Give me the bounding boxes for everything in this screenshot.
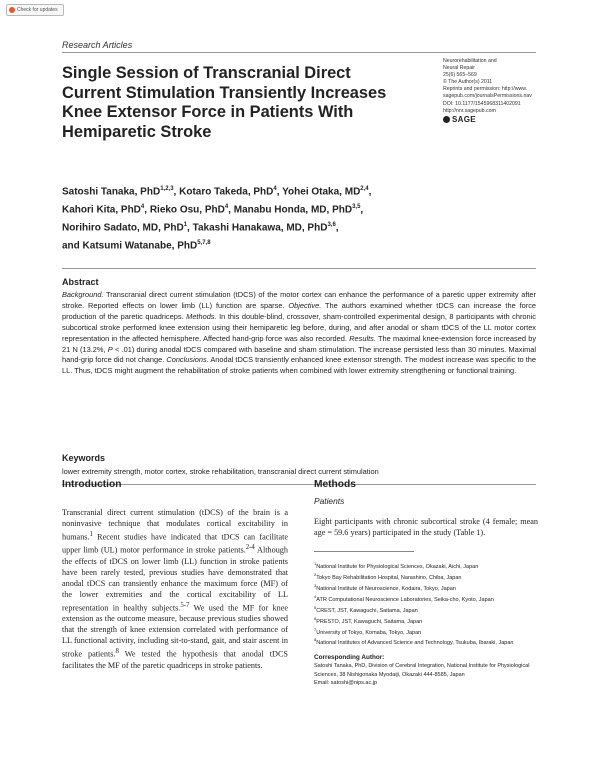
abstract-objective-label: Objective. [288,300,322,310]
keywords-rule [62,484,536,485]
corresponding-author-email[interactable]: Email: satoshi@nips.ac.jp [314,679,378,686]
patients-subheading: Patients [314,496,345,506]
author-name: Rieko Osu, PhD [149,204,225,216]
introduction-body [62,508,288,672]
abstract-body [62,290,536,377]
affil-num: 5 [314,604,317,610]
corresponding-author-text: Satoshi Tanaka, PhD, Division of Cerebral Integration, National Institute for Physiological Sciences, 38 Nishigonaka Myodaiji, Okazaki 444-8585, Japan [314,663,530,678]
author-name: Yohei Otaka, MD [282,186,361,198]
author-name: Manabu Honda, MD, PhD [233,204,353,216]
affil-num: 7 [314,626,317,632]
abstract-results-cont: < .01) during anodal tDCS compared with baseline and sham stimulation. The increase persisted less than 30 minutes. Maximal hand-grip force did not change. [62,344,536,365]
section-label: Research Articles [62,40,133,50]
author-affil: 1 [183,222,188,229]
affil-text: National Institute for Physiological Sciences, Okazaki, Aichi, Japan [316,563,479,570]
keywords-heading: Keywords [62,453,106,463]
affiliation-item [314,636,539,647]
author-affil: 3,6 [327,222,336,229]
affil-num: 4 [314,593,317,599]
spacer [314,647,539,654]
sage-logo-icon [443,116,450,123]
affil-num: 8 [314,637,317,643]
affil-text: University of Tokyo, Komaba, Tokyo, Japan [316,629,422,636]
affiliation-item [314,593,539,604]
affiliation-item [314,604,539,615]
affil-num: 1 [314,561,317,566]
update-icon [9,7,15,13]
author-affil: 4 [140,204,145,211]
affil-text: CREST, JST, Kawaguchi, Saitama, Japan [316,607,418,614]
author-list: Satoshi Tanaka, PhD$^{1,2,3}$, Kotaro Takeda, PhD$^4$, Yohei Otaka, MD$^{2,4}$, Kahori Kita, PhD$^4$, Rieko Osu, PhD$^4$, Manabu Honda, MD, PhD$^{3,5}$, Norihiro Sadato, MD, PhD$^1$, Takashi Hanakawa, MD, PhD$^{3,6}$, and Katsumi Watanabe, PhD$^{5,7,8}$ [62,186,372,252]
abstract-objective: The authors examined whether tDCS can increase the force production of the paretic quadriceps. [62,300,536,321]
journal-line: © The Author(s) 2011 [443,79,493,86]
author-affil: 2,4 [360,186,369,192]
abstract-heading: Abstract [62,277,99,287]
author-name: Satoshi Tanaka, PhD [62,186,161,198]
affiliation-item [314,560,539,571]
intro-text: Recent studies have indicated that tDCS can facilitate upper limb (UL) motor performance in stroke patients. [62,532,288,556]
affiliation-item [314,571,539,582]
journal-line: sagepub.com/journalsPermissions.nav [443,93,532,100]
affiliation-item [314,582,539,593]
article-title: Single Session of Transcranial Direct Current Stimulation Transiently Increases Knee Extensor Force in Patients With Hemiparetic Stroke [62,64,387,141]
intro-text: Although the effects of tDCS on lower limb (LL) function in stroke patients have been rarely tested, previous studies have demonstrated that anodal tDCS can transiently enhance the maximum force (MF) of the lower extremities and the cortical excitability of LL representation in healthy subjects. [62,546,288,613]
abstract-background-label: Background. [62,290,104,299]
affil-text: National Institutes of Advanced Science and Technology, Tsukuba, Ibaraki, Japan [316,640,514,647]
journal-line: Neural Repair [443,65,476,72]
author-affil: 3,5 [352,204,361,211]
intro-text: Transcranial direct current stimulation (tDCS) of the brain is a noninvasive technique that modulates cortical excitability in humans. [62,508,288,542]
journal-line: Neurorehabilitation and [443,58,497,64]
author-affil: 4 [273,186,277,192]
abstract-conclusions: Anodal tDCS transiently enhanced knee extensor strength. The modest increase was specific to the LL. Thus, tDCS might augment the rehabilitation of stroke patients when combined with lower extremity strengthening or functional training. [62,355,536,376]
abstract-methods: In this double-blind, crossover, sham-controlled experimental design, 8 participants with chronic subcortical stroke performed knee extension using their hemiparetic leg before, during, and after anodal or sham tDCS of the LL motor cortex representation in the affected hemisphere. Affected hand-grip force was also recorded. [62,311,536,343]
affil-text: Tokyo Bay Rehabilitation Hospital, Narashino, Chiba, Japan [316,574,462,581]
doi-link[interactable]: DOI: 10.1177/1545968311402091 [443,100,521,107]
affil-num: 6 [314,615,317,621]
abstract-results-label: Results. [349,333,376,343]
author-name: Takashi Hanakawa, MD, PhD [192,222,328,234]
journal-line: 25(6) 565–569 [443,72,477,79]
methods-body: Eight participants with chronic subcortical stroke (4 female; mean age = 59.6 years) participated in the study (Table 1). [314,517,538,537]
citation[interactable]: 8 [115,648,119,656]
introduction-heading: Introduction [62,479,122,490]
citation[interactable]: 1 [89,530,93,538]
affil-num: 2 [314,571,317,577]
author-affil: 1,2,3 [160,186,174,192]
author-name: Kahori Kita, PhD [62,204,141,216]
header-rule [62,52,536,53]
corresponding-author-heading: Corresponding Author: [314,654,385,662]
abstract-rule [62,268,536,269]
publisher-name: SAGE [452,114,476,124]
journal-line: Reprints and permission: http://www. [443,86,528,93]
author-affil: 4 [224,204,229,211]
abstract-background: Transcranial direct current stimulation (tDCS) of the motor cortex can enhance the performance of a paretic upper extremity after stroke. Reported effects on lower limb (LL) function are sparse. [62,290,536,310]
author-name: and Katsumi Watanabe, PhD [62,240,198,252]
abstract-p-symbol: P [107,344,113,354]
citation[interactable]: 5-7 [180,601,190,609]
check-for-updates-badge[interactable] [6,4,64,16]
intro-text: We tested the hypothesis that anodal tDCS facilitates the MF of the paretic quadriceps in stroke patients. [62,649,288,670]
citation[interactable]: 2-4 [245,544,255,552]
methods-heading: Methods [314,479,356,490]
publisher-logo [443,116,553,123]
badge-label: Check for updates [17,7,58,13]
affil-text: National Institute of Neuroscience, Kodaira, Tokyo, Japan [316,585,456,592]
journal-meta [443,58,553,123]
abstract-conclusions-label: Conclusions. [166,355,209,365]
abstract-methods-label: Methods. [186,311,217,321]
author-name: Norihiro Sadato, MD, PhD [62,222,184,234]
abstract-results: The maximal knee-extension force increased by 21 N (13.2%, [62,333,537,354]
affil-text: PRESTO, JST, Kawaguchi, Saitama, Japan [316,618,423,625]
affil-num: 3 [314,582,317,588]
affiliation-item [314,615,539,626]
intro-text: We used the MF for knee extension as the outcome measure, because previous studies showed that the strength of knee extension correlated with performance of LL functional activity, including sit-to-stand, gait, and stair ascent in stroke patients. [62,603,288,659]
footnote-rule [314,551,414,552]
journal-url-link[interactable]: http://nnr.sagepub.com [443,107,496,114]
affil-text: ATR Computational Neuroscience Laboratories, Seika-cho, Kyoto, Japan [316,596,494,603]
author-affil: 5,7,8 [197,240,211,247]
affiliation-item [314,626,539,637]
author-name: Kotaro Takeda, PhD [179,186,274,198]
affiliations [314,560,539,687]
keywords-text: lower extremity strength, motor cortex, stroke rehabilitation, transcranial direct current stimulation [62,467,379,476]
